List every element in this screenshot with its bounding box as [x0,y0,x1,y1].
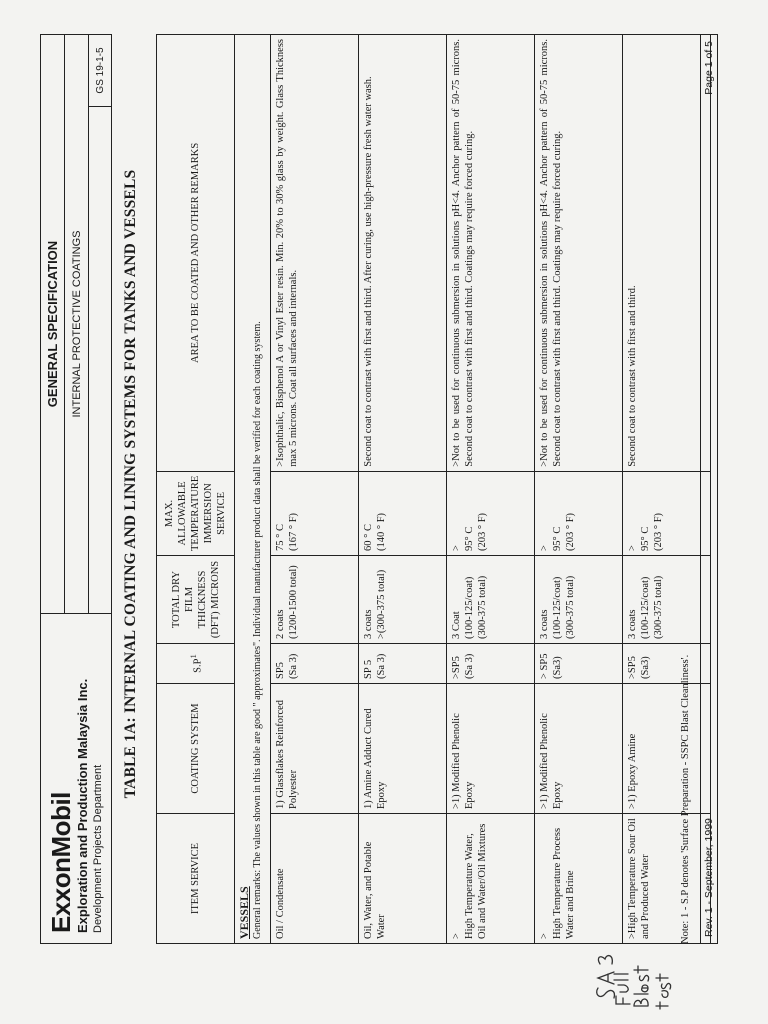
cell-dft: 3 coats >(300-375 total) [359,556,447,644]
company-name: Exploration and Production Malaysia Inc. [75,678,90,933]
cell-sp: >SP5 (Sa3) [623,644,711,684]
sp-footnote-ref: 1 [187,654,198,659]
cell-sp: SP 5 (Sa 3) [359,644,447,684]
spec-subtitle: INTERNAL PROTECTIVE COATINGS [65,35,89,613]
cell-max-temperature: > 95° C (203 ° F) [535,471,623,555]
spec-block [41,35,111,613]
cell-remarks: >Not to be used for continuous submersion in solutions pH<4. Anchor pattern of 50-75 microns. Second coat to contrast with first and third. Coatings may require forced curing. [447,35,535,472]
cell-sp: > SP5 (Sa3) [535,644,623,684]
section-row [235,35,271,944]
cell-max-temperature: > 95° C (203 ° F) [623,471,711,555]
cell-item-service: Oil / Condensate [271,814,359,944]
department-name: Development Projects Department [92,764,104,933]
spec-title: GENERAL SPECIFICATION [41,35,65,613]
document-code: GS 19-1-5 [89,35,111,107]
cell-coating-system: 1) Amine Adduct Cured Epoxy [359,684,447,814]
table-row [271,35,359,944]
cell-remarks: Second coat to contrast with first and third. After curing, use high-pressure fresh water wash. [359,35,447,472]
revision-label: Rev. 1 - September, 1999 [703,818,715,937]
cell-dft: 3 coats (100-125/coat) (300-375 total) [535,556,623,644]
cell-item-service: Oil, Water, and Potable Water [359,814,447,944]
cell-dft: 3 coats (100-125/coat) (300-375 total) [623,556,711,644]
document-header [40,34,112,944]
company-block [41,613,111,943]
cell-dft: 2 coats (1200-1500 total) [271,556,359,644]
cell-sp: SP5 (Sa 3) [271,644,359,684]
table-title: TABLE 1A: INTERNAL COATING AND LINING SYSTEMS FOR TANKS AND VESSELS [122,169,139,799]
cell-max-temperature: 60 ° C (140 ° F) [359,471,447,555]
cell-sp: >SP5 (Sa 3) [447,644,535,684]
table-row [535,35,623,944]
column-header-coating-system: COATING SYSTEM [157,684,235,814]
coating-systems-table [156,34,711,944]
general-remarks: General remarks: The values shown in this table are good " approximates". Individual manufacturer product data shall be verified for each coating system. [252,321,263,939]
cell-remarks: Second coat to contrast with first and third. [623,35,711,472]
table-row [359,35,447,944]
cell-dft: 3 Coat (100-125/coat) (300-375 total) [447,556,535,644]
cell-max-temperature: 75 ° C (167 ° F) [271,471,359,555]
column-header-remarks: AREA TO BE COATED AND OTHER REMARKS [157,35,235,472]
column-header-item-service: ITEM SERVICE [157,814,235,944]
cell-coating-system: >1) Epoxy Amine [623,684,711,814]
column-header-max-temperature: MAX. ALLOWABLE TEMPERATURE IMMERSION SERVICE [157,471,235,555]
page-footer [700,34,718,944]
handwritten-annotation [590,898,700,1018]
cell-remarks: >Isophthalic, Bisphenol A or Vinyl Ester resin. Min. 20% to 30% glass by weight. Glass Thickness max 5 microns. Coat all surfaces and internals. [271,35,359,472]
cell-max-temperature: > 95° C (203 ° F) [447,471,535,555]
cell-coating-system: 1) Glassflakes Reinforced Polyester [271,684,359,814]
table-row [623,35,711,944]
company-logo: ExxonMobil [46,792,76,933]
table-header-row [157,35,235,944]
cell-item-service: >High Temperature Sour Oil and Produced Water [623,814,711,944]
cell-item-service: > High Temperature Water, Oil and Water/Oil Mixtures [447,814,535,944]
page-number: Page 1 of 5 [703,41,715,95]
sp-label: S.P [192,658,204,673]
column-header-dft: TOTAL DRY FILM THICKNESS (DFT) MICRONS [157,556,235,644]
table-row [447,35,535,944]
section-label: VESSELS [237,886,251,939]
cell-coating-system: >1) Modified Phenolic Epoxy [535,684,623,814]
cell-item-service: > High Temperature Process Water and Brine [535,814,623,944]
column-header-sp [157,644,235,684]
cell-remarks: >Not to be used for continuous submersion in solutions pH<4. Anchor pattern of 50-75 microns. Second coat to contrast with first and third. Coatings may require forced curing. [535,35,623,472]
cell-coating-system: >1) Modified Phenolic Epoxy [447,684,535,814]
footnote: Note: 1 - S.P denotes 'Surface Preparation - SSPC Blast Cleanliness'. [680,654,691,944]
